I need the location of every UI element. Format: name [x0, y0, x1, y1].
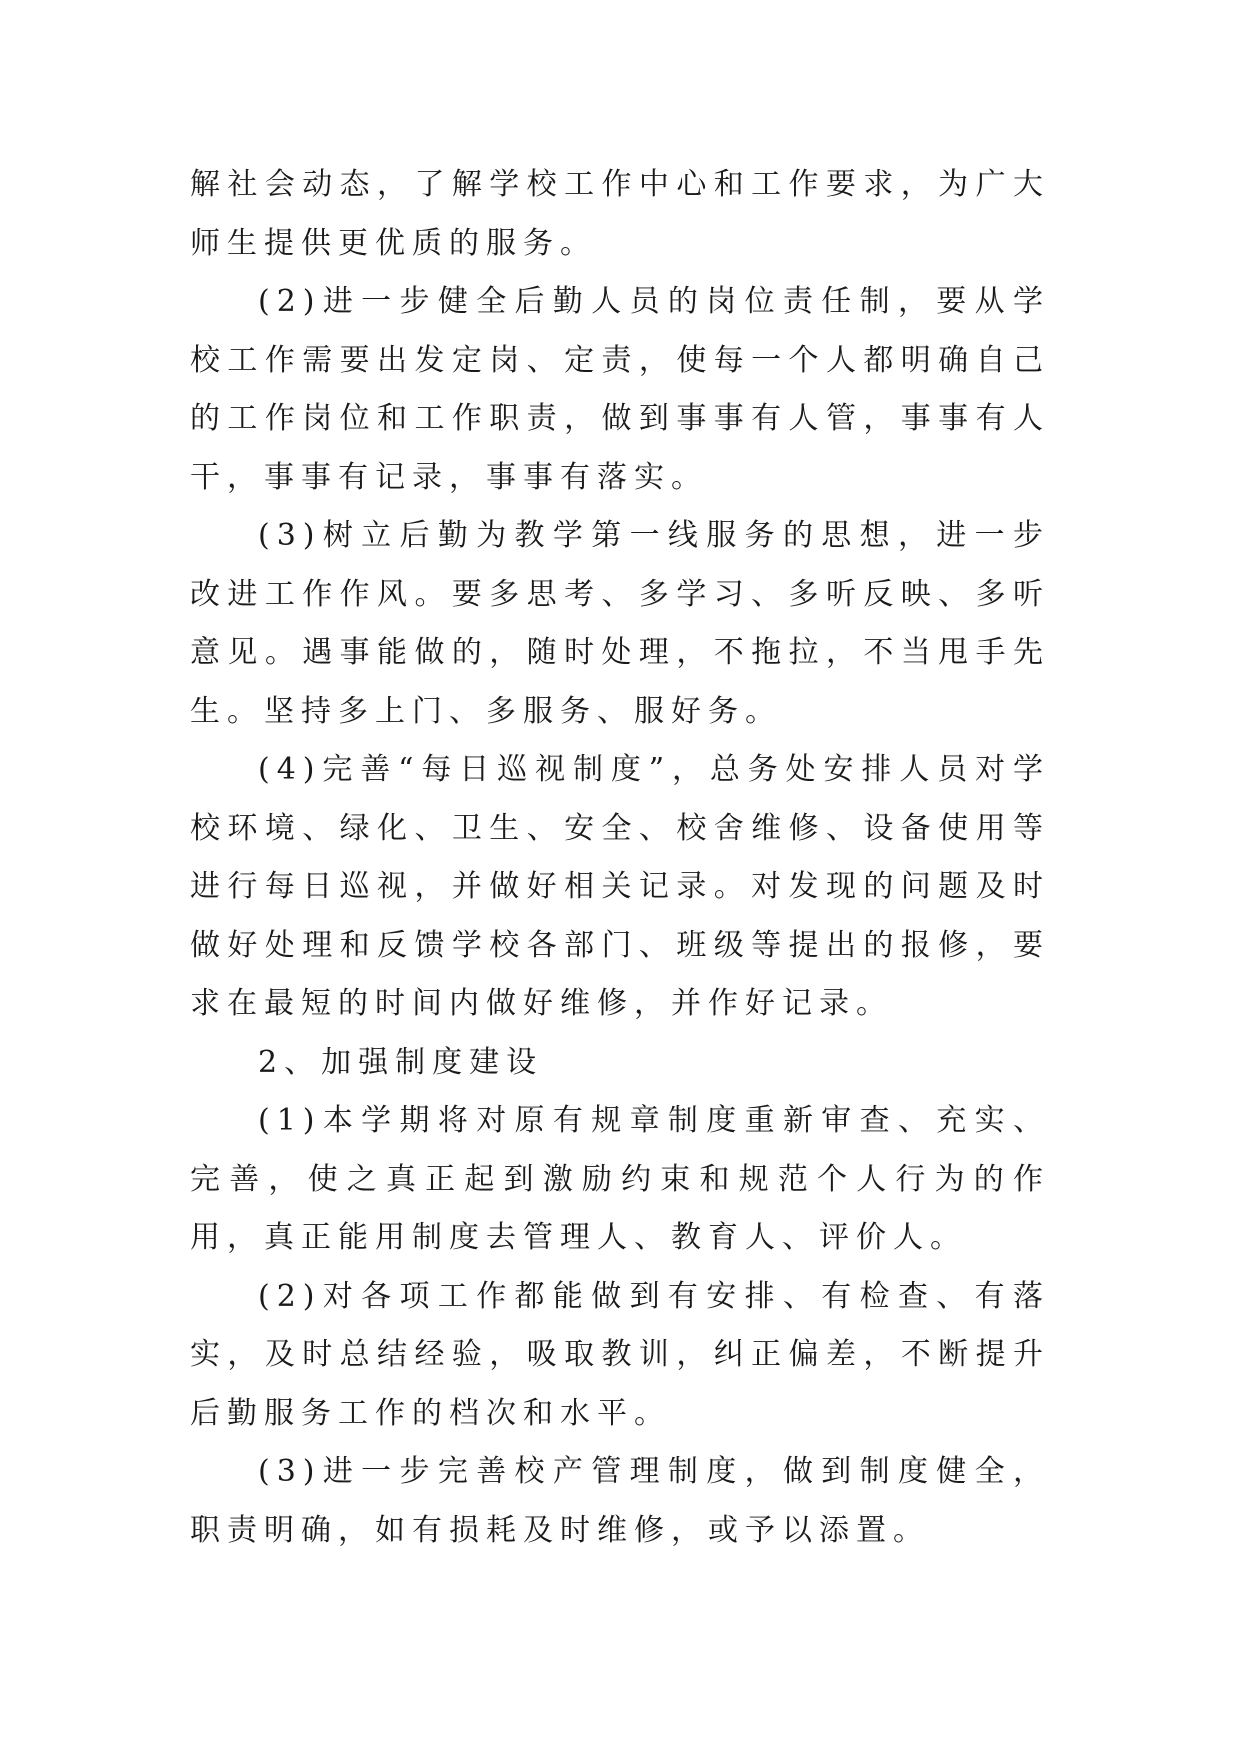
section-heading: 2、加强制度建设 — [258, 1044, 544, 1080]
paragraph-7: (3)进一步完善校产管理制度，做到制度健全，职责明确，如有损耗及时维修，或予以添置。 — [190, 1454, 1050, 1548]
document-body — [190, 156, 1050, 1560]
paragraph-2: (2)进一步健全后勤人员的岗位责任制，要从学校工作需要出发定岗、定责，使每一个人都明确自己的工作岗位和工作职责，做到事事有人管，事事有人干，事事有记录，事事有落实。 — [190, 284, 1050, 495]
paragraph-5: (1)本学期将对原有规章制度重新审查、充实、完善，使之真正起到激励约束和规范个人行为的作用，真正能用制度去管理人、教育人、评价人。 — [190, 1103, 1050, 1255]
paragraph-6: (2)对各项工作都能做到有安排、有检查、有落实，及时总结经验，吸取教训，纠正偏差，不断提升后勤服务工作的档次和水平。 — [190, 1278, 1050, 1431]
paragraph-4: (4)完善“每日巡视制度”，总务处安排人员对学校环境、绿化、卫生、安全、校舍维修、设备使用等进行每日巡视，并做好相关记录。对发现的问题及时做好处理和反馈学校各部门、班级等提出的报修，要求在最短的时间内做好维修，并作好记录。 — [190, 752, 1050, 1021]
paragraph-1: 解社会动态，了解学校工作中心和工作要求，为广大师生提供更优质的服务。 — [190, 167, 1050, 261]
paragraph-3: (3)树立后勤为教学第一线服务的思想，进一步改进工作作风。要多思考、多学习、多听反映、多听意见。遇事能做的，随时处理，不拖拉，不当甩手先生。坚持多上门、多服务、服好务。 — [190, 518, 1050, 729]
